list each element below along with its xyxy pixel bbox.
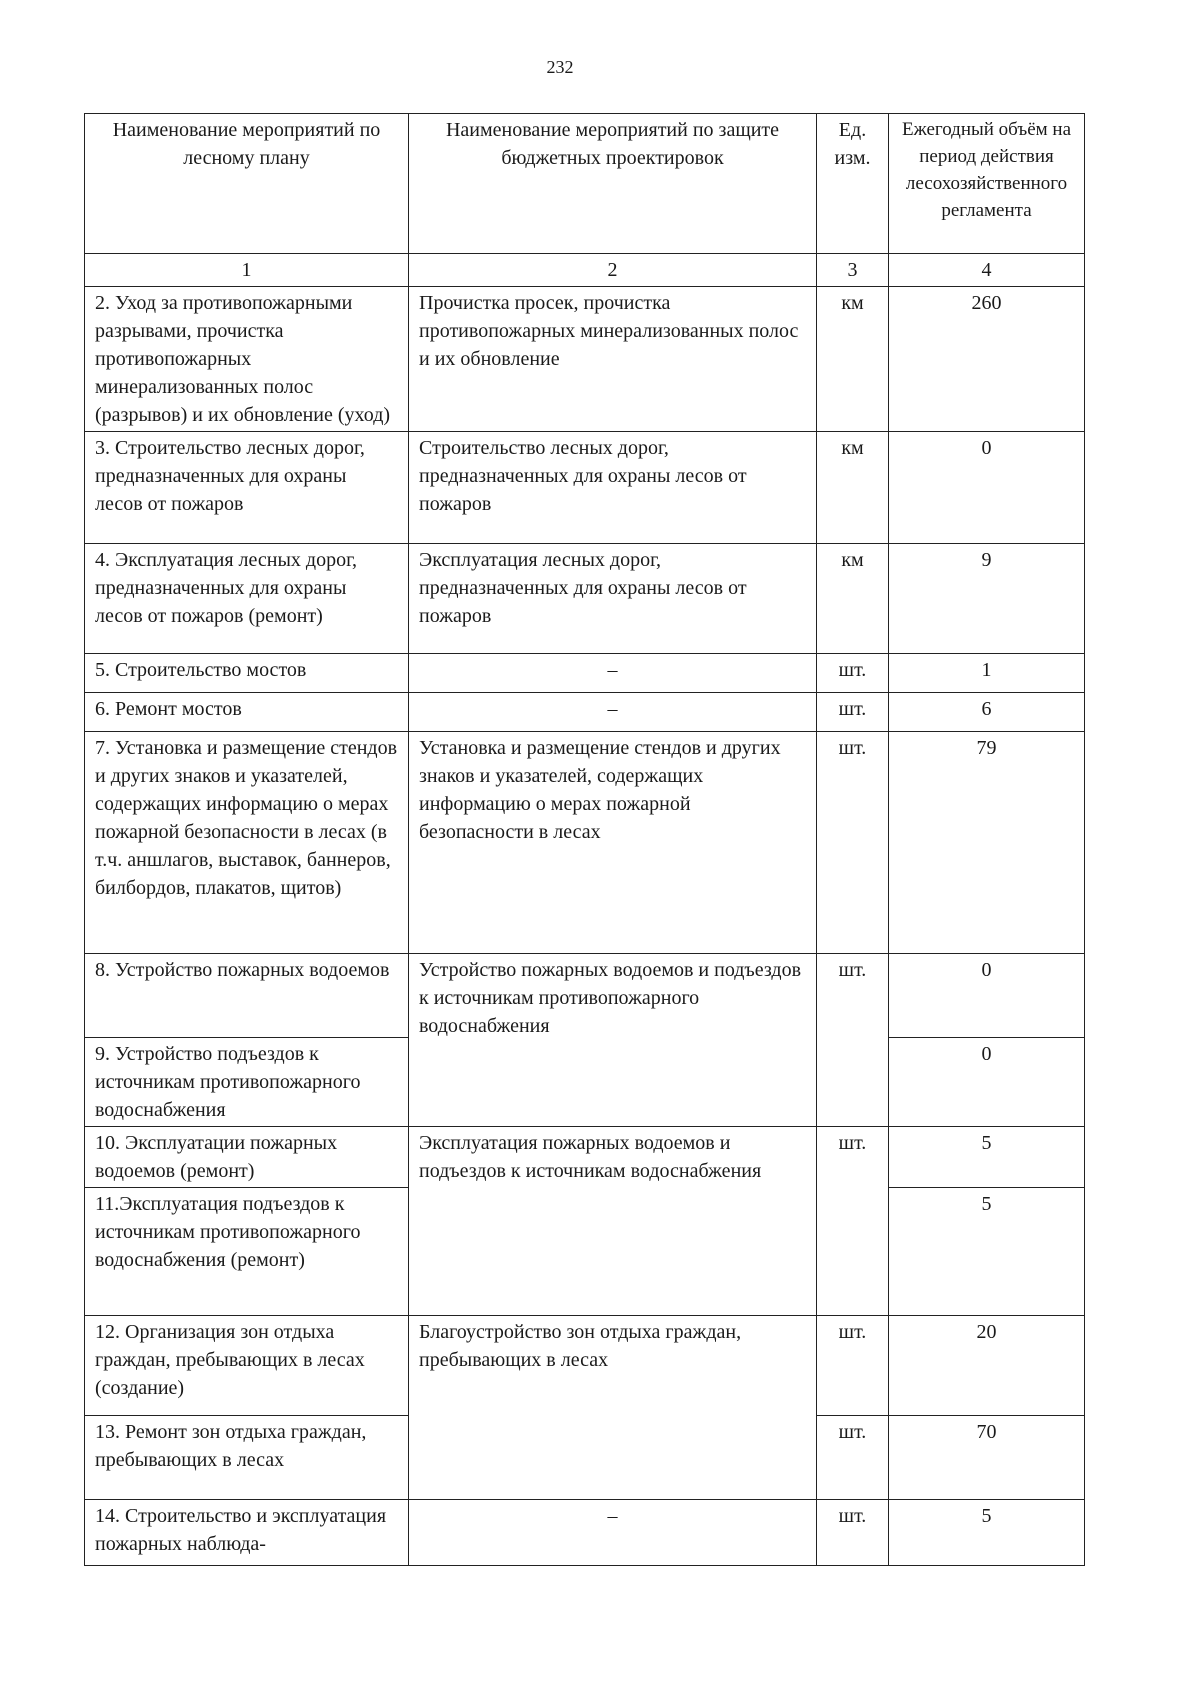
measure-name: 4. Эксплуатация лесных дорог, предназначенных для охраны лесов от пожаров (ремонт) (85, 544, 409, 654)
column-number: 2 (409, 254, 817, 287)
measure-name: 3. Строительство лесных дорог, предназначенных для охраны лесов от пожаров (85, 432, 409, 544)
table-row (85, 287, 1085, 432)
measure-name: 14. Строительство и эксплуатация пожарных наблюда- (85, 1500, 409, 1566)
unit-cell: шт. (817, 1500, 889, 1566)
unit-cell: шт. (817, 654, 889, 693)
budget-measure: – (409, 693, 817, 732)
table-row (85, 1500, 1085, 1566)
value-cell: 79 (889, 732, 1085, 954)
unit-cell: шт. (817, 1316, 889, 1416)
measure-name: 12. Организация зон отдыха граждан, пребывающих в лесах (создание) (85, 1316, 409, 1416)
value-cell: 6 (889, 693, 1085, 732)
table-row (85, 1316, 1085, 1416)
header-col3: Ед. изм. (817, 114, 889, 254)
column-number-row (85, 254, 1085, 287)
table-row (85, 954, 1085, 1038)
unit-cell: км (817, 287, 889, 432)
table-row (85, 732, 1085, 954)
page-number: 232 (546, 57, 574, 77)
value-cell: 260 (889, 287, 1085, 432)
unit-cell: шт. (817, 954, 889, 1127)
unit-cell: шт. (817, 1127, 889, 1316)
table-row (85, 654, 1085, 693)
table-row (85, 693, 1085, 732)
budget-measure: – (409, 1500, 817, 1566)
measure-name: 9. Устройство подъездов к источникам противопожарного водоснабжения (85, 1038, 409, 1127)
value-cell: 0 (889, 432, 1085, 544)
budget-measure: Эксплуатация лесных дорог, предназначенных для охраны лесов от пожаров (409, 544, 817, 654)
unit-cell: км (817, 544, 889, 654)
table-row (85, 432, 1085, 544)
budget-measure: Строительство лесных дорог, предназначенных для охраны лесов от пожаров (409, 432, 817, 544)
measure-name: 7. Установка и размещение стендов и других знаков и указателей, содержащих информацию о мерах пожарной безопасности в лесах (в т.ч. аншлагов, выставок, баннеров, билбордов, плакатов, щитов) (85, 732, 409, 954)
unit-cell: шт. (817, 1416, 889, 1500)
value-cell: 9 (889, 544, 1085, 654)
column-number: 4 (889, 254, 1085, 287)
measure-name: 6. Ремонт мостов (85, 693, 409, 732)
table-row (85, 1127, 1085, 1188)
budget-measure: Установка и размещение стендов и других знаков и указателей, содержащих информацию о мерах пожарной безопасности в лесах (409, 732, 817, 954)
unit-cell: шт. (817, 732, 889, 954)
budget-measure: Эксплуатация пожарных водоемов и подъездов к источникам водоснабжения (409, 1127, 817, 1316)
table-header-row (85, 114, 1085, 254)
value-cell: 20 (889, 1316, 1085, 1416)
value-cell: 0 (889, 954, 1085, 1038)
measure-name: 10. Эксплуатации пожарных водоемов (ремонт) (85, 1127, 409, 1188)
unit-cell: км (817, 432, 889, 544)
value-cell: 5 (889, 1127, 1085, 1188)
header-col4: Ежегодный объём на период действия лесохозяйственного регламента (889, 114, 1085, 254)
unit-cell: шт. (817, 693, 889, 732)
budget-measure: Благоустройство зон отдыха граждан, пребывающих в лесах (409, 1316, 817, 1500)
value-cell: 5 (889, 1500, 1085, 1566)
budget-measure: Устройство пожарных водоемов и подъездов к источникам противопожарного водоснабжения (409, 954, 817, 1127)
measure-name: 5. Строительство мостов (85, 654, 409, 693)
measures-table (84, 113, 1085, 1566)
header-col1: Наименование мероприятий по лесному плану (85, 114, 409, 254)
column-number: 3 (817, 254, 889, 287)
header-col2: Наименование мероприятий по защите бюджетных проектировок (409, 114, 817, 254)
value-cell: 0 (889, 1038, 1085, 1127)
budget-measure: – (409, 654, 817, 693)
measure-name: 11.Эксплуатация подъездов к источникам противопожарного водоснабжения (ремонт) (85, 1188, 409, 1316)
value-cell: 70 (889, 1416, 1085, 1500)
value-cell: 1 (889, 654, 1085, 693)
measure-name: 2. Уход за противопожарными разрывами, прочистка противопожарных минерализованных полос (разрывов) и их обновление (уход) (85, 287, 409, 432)
value-cell: 5 (889, 1188, 1085, 1316)
column-number: 1 (85, 254, 409, 287)
table-row (85, 544, 1085, 654)
measure-name: 8. Устройство пожарных водоемов (85, 954, 409, 1038)
budget-measure: Прочистка просек, прочистка противопожарных минерализованных полос и их обновление (409, 287, 817, 432)
measure-name: 13. Ремонт зон отдыха граждан, пребывающих в лесах (85, 1416, 409, 1500)
